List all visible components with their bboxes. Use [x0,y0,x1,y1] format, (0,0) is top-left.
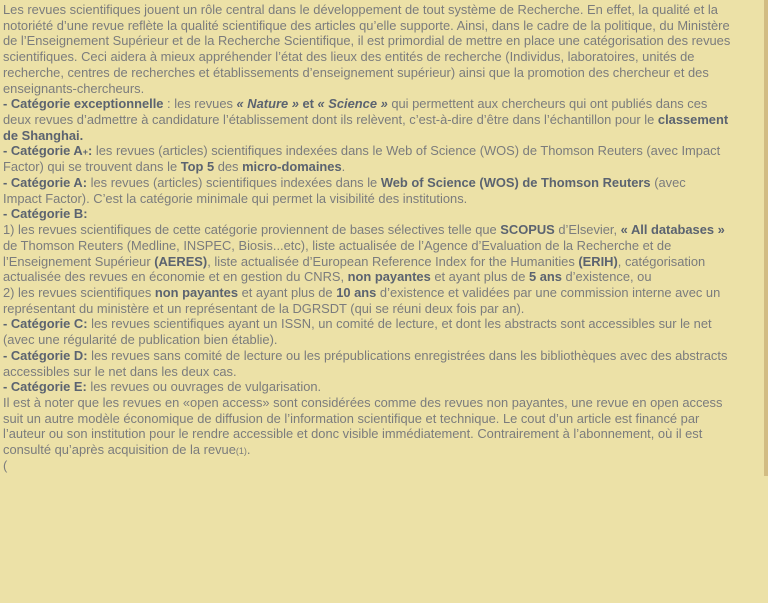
text-run-bold: - Catégorie E: [3,379,87,395]
text-line-stray-parenthesis [3,458,765,474]
text-run-bold: et [298,96,318,112]
text-run-bold: « Science » [317,96,388,112]
text-run: enseignants-chercheurs. [3,80,145,96]
text-line-categorie-b-item-2 [3,301,765,317]
text-run: les revues ou ouvrages de vulgarisation. [86,379,322,395]
text-run: Les revues scientifiques jouent un rôle central dans le développement de tout système de Recherche. En effet, la qualité et la [3,2,718,17]
text-run-bold: de Shanghai. [3,127,84,143]
text-run: notoriété d’une revue reflète la qualité scientifique des articles qu’elle supporte. Ainsi, dans le cadre de la politique, du Ministère [3,17,730,33]
text-line-categorie-a-plus [3,143,765,159]
text-run: (1) [235,446,247,457]
text-line-categorie-c [3,332,765,348]
text-run: l’Enseignement Supérieur [3,253,155,269]
text-run-bold: 10 ans [336,284,377,300]
text-run-bold: Top 5 [180,159,215,175]
right-edge-shadow [764,0,768,476]
text-run: suit un autre modèle économique de diffusion de l’information scientifique et technique. Le cout d’un article est financé par [3,410,700,426]
text-line-categorie-b [3,206,765,222]
text-run: recherche, centres de recherches et établissements d’enseignement supérieur) ainsi que la promotion des chercheur et des [3,64,709,80]
text-run: 2) les revues scientifiques [3,284,155,300]
text-run-bold: Web of Science (WOS) de Thomson Reuters [380,174,651,190]
text-line-intro [3,2,765,18]
text-run: de l’Enseignement Supérieur et de la Recherche Scientifique, il est primordial de mettre en place une catégorisation des revues [3,33,731,49]
text-line-categorie-b-item-1 [3,238,765,254]
text-line-categorie-a [3,191,765,207]
text-run: représentant du ministère et un représentant de la DGRSDT (qui se réuni deux fois par an). [3,300,525,316]
text-line-note-open-access [3,411,765,427]
text-run-bold: « Nature » [236,96,299,112]
text-line-intro [3,18,765,34]
text-run: , catégorisation [617,253,706,269]
text-line-categorie-d [3,364,765,380]
text-run: et ayant plus de [238,284,337,300]
text-line-categorie-a-plus [3,159,765,175]
document-text [3,2,765,474]
text-run: , liste actualisée d’European Reference Index for the Humanities [207,253,579,269]
text-run-bold: (AERES) [154,253,208,269]
text-run: . [341,159,346,175]
text-line-categorie-a [3,175,765,191]
text-run: qui permettent aux chercheurs qui ont publiés dans ces [387,96,708,112]
text-run: d’Elsevier, [554,222,621,238]
text-run: (avec [650,174,686,190]
text-run: d’existence et validées par une commission interne avec un [376,284,721,300]
text-run: de Thomson Reuters (Medline, INSPEC, Biosis...etc), liste actualisée de l’Agence d’Evaluation de la Recherche et de [3,237,672,253]
text-line-intro [3,65,765,81]
text-run: et ayant plus de [430,269,529,285]
text-run-bold: (ERIH) [578,253,618,269]
text-line-intro [3,49,765,65]
text-run: deux revues d’admettre à candidature l’établissement dont ils relèvent, c’est-à-dire d’être dans l’échantillon pour le [3,112,658,128]
text-run-bold: 5 ans [528,269,562,285]
text-line-categorie-b-item-2 [3,285,765,301]
text-run-bold: « All databases » [620,222,725,238]
text-line-categorie-b-item-1 [3,254,765,270]
text-run-bold: - Catégorie A: [3,174,88,190]
text-run: : les revues [163,96,237,112]
text-line-note-open-access [3,442,765,458]
text-run: . [246,442,251,458]
text-run-bold: - Catégorie B: [3,206,88,222]
text-line-intro [3,33,765,49]
text-run: les revues scientifiques ayant un ISSN, un comité de lecture, et dont les abstracts sont accessibles sur le net [87,316,712,332]
text-line-categorie-exceptionnelle [3,96,765,112]
text-run-bold: + [82,147,89,158]
text-run-bold: non payantes [154,284,238,300]
text-run-bold: - Catégorie A [3,143,83,159]
text-run: des [214,159,243,175]
text-run: les revues (articles) scientifiques indexées dans le Web of Science (WOS) de Thomson Reuters (avec Impact [92,143,721,159]
text-run-bold: - Catégorie D: [3,347,88,363]
text-run-bold: - Catégorie C: [3,316,88,332]
text-run: d’existence, ou [561,269,652,285]
text-run-bold: - Catégorie exceptionnelle [3,96,164,112]
text-line-note-open-access [3,426,765,442]
text-run: les revues sans comité de lecture ou les prépublications enregistrées dans les bibliothèques avec des abstracts [87,347,728,363]
text-run: Impact Factor). C’est la catégorie minimale qui permet la visibilité des institutions. [3,190,468,206]
text-line-categorie-exceptionnelle [3,128,765,144]
text-run: actualisée des revues en économie et en gestion du CNRS, [3,269,348,285]
text-run: ( [3,457,8,473]
text-run: Il est à noter que les revues en «open access» sont considérées comme des revues non payantes, une revue en open access [3,394,723,410]
text-line-categorie-c [3,316,765,332]
text-run: (avec une régularité de publication bien établie). [3,332,278,348]
text-line-note-open-access [3,395,765,411]
text-run: consulté qu’après acquisition de la revue [3,442,236,458]
text-run-bold: SCOPUS [500,222,555,238]
text-line-categorie-b-item-1 [3,269,765,285]
text-run: 1) les revues scientifiques de cette catégorie proviennent de bases sélectives telle que [3,222,501,238]
text-run: accessibles sur le net dans les deux cas. [3,363,237,379]
text-line-categorie-b-item-1 [3,222,765,238]
text-run: Factor) qui se trouvent dans le [3,159,181,175]
text-line-categorie-d [3,348,765,364]
text-run: l’auteur ou son institution pour le rendre accessible et donc visible immédiatement. Contrairement à l’abonnement, où il est [3,426,703,442]
text-run: scientifiques. Ceci aidera à mieux appréhender l’état des lieux des entités de recherche (Individus, laboratoires, unités de [3,49,695,65]
text-run: les revues (articles) scientifiques indexées dans le [87,174,381,190]
text-run-bold: : [88,143,93,159]
text-run-bold: classement [657,112,729,128]
text-line-intro [3,81,765,97]
text-line-categorie-e [3,379,765,395]
text-line-categorie-exceptionnelle [3,112,765,128]
text-run-bold: micro-domaines [242,159,342,175]
text-run-bold: non payantes [347,269,431,285]
